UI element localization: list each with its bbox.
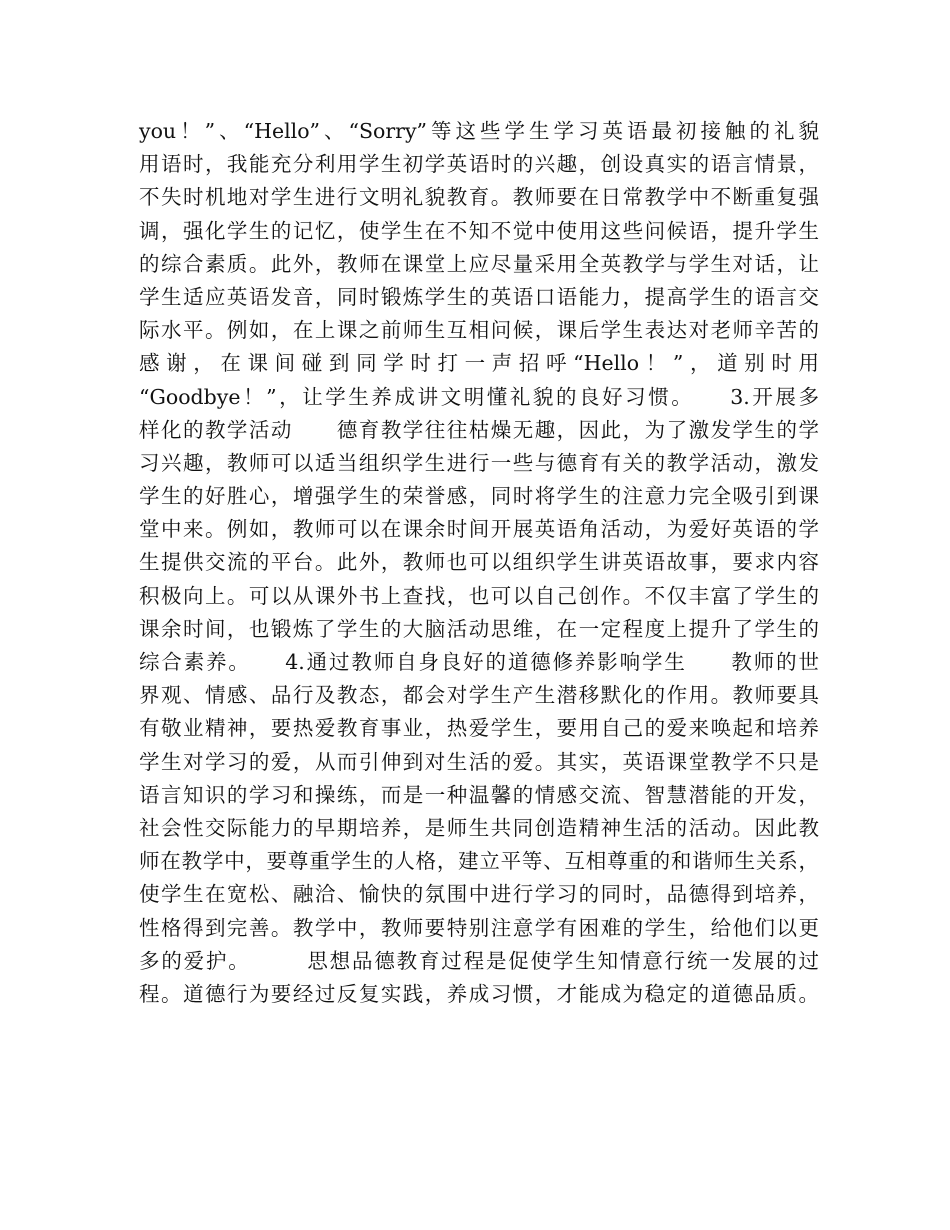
text-line: 用语时，我能充分利用学生初学英语时的兴趣，创设真实的语言情景， — [139, 152, 819, 177]
text-line: 学生的好胜心，增强学生的荣誉感，同时将学生的注意力完全吸引到课 — [139, 484, 819, 509]
text-line: 的综合素质。此外，教师在课堂上应尽量采用全英教学与学生对话，让 — [139, 251, 819, 276]
text-line: 不失时机地对学生进行文明礼貌教育。教师要在日常教学中不断重复强 — [139, 185, 819, 210]
text-line: 程。道德行为要经过反复实践，养成习惯，才能成为稳定的道德品质。 — [139, 981, 819, 1006]
text-line: 际水平。例如，在上课之前师生互相问候，课后学生表达对老师辛苦的 — [139, 318, 819, 343]
text-line: 有敬业精神，要热爱教育事业，热爱学生，要用自己的爱来唤起和培养 — [139, 716, 819, 741]
text-line: 语言知识的学习和操练，而是一种温馨的情感交流、智慧潜能的开发， — [139, 782, 819, 807]
text-line: 学生适应英语发音，同时锻炼学生的英语口语能力，提高学生的语言交 — [139, 284, 819, 309]
text-line: 综合素养。 4.通过教师自身良好的道德修养影响学生 教师的世 — [139, 650, 819, 674]
text-line: 调，强化学生的记忆，使学生在不知不觉中使用这些问候语，提升学生 — [139, 218, 819, 243]
text-line: 多的爱护。 思想品德教育过程是促使学生知情意行统一发展的过 — [139, 948, 819, 973]
text-line: 社会性交际能力的早期培养，是师生共同创造精神生活的活动。因此教 — [139, 815, 819, 840]
text-line: 积极向上。可以从课外书上查找，也可以自己创作。不仅丰富了学生的 — [139, 583, 819, 608]
text-line: 性格得到完善。教学中，教师要特别注意学有困难的学生，给他们以更 — [139, 915, 819, 940]
text-line: 样化的教学活动 德育教学往往枯燥无趣，因此，为了激发学生的学 — [139, 417, 819, 442]
body-text — [139, 115, 819, 1011]
text-line: 学生对学习的爱，从而引伸到对生活的爱。其实，英语课堂教学不只是 — [139, 749, 819, 774]
text-line: 界观、情感、品行及教态，都会对学生产生潜移默化的作用。教师要具 — [139, 683, 819, 708]
text-line: 使学生在宽松、融洽、愉快的氛围中进行学习的同时，品德得到培养， — [139, 882, 819, 907]
text-line: 习兴趣，教师可以适当组织学生进行一些与德育有关的教学活动，激发 — [139, 450, 819, 475]
text-line: 师在教学中，要尊重学生的人格，建立平等、互相尊重的和谐师生关系， — [139, 849, 819, 874]
text-line: 感谢，在课间碰到同学时打一声招呼“Hello！”，道别时用 — [139, 351, 819, 376]
text-line: 堂中来。例如，教师可以在课余时间开展英语角活动，为爱好英语的学 — [139, 517, 819, 542]
text-line: “Goodbye！”，让学生养成讲文明懂礼貌的良好习惯。 3.开展多 — [139, 384, 819, 409]
text-line: 课余时间，也锻炼了学生的大脑活动思维，在一定程度上提升了学生的 — [139, 616, 819, 641]
text-line: 生提供交流的平台。此外，教师也可以组织学生讲英语故事，要求内容 — [139, 550, 819, 575]
text-line: you！”、“Hello”、“Sorry”等这些学生学习英语最初接触的礼貌 — [139, 119, 819, 143]
